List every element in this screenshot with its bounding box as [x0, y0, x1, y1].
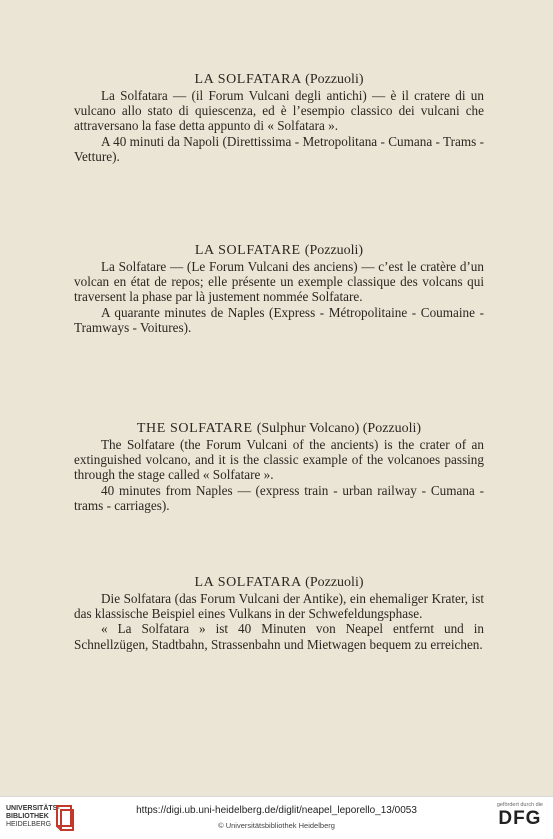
section-paragraph: Die Solfatara (das Forum Vulcani der Antike), ein ehemaliger Krater, ist das klassische Beispiel eines Vulkans in der Schwefeldungsphase. — [74, 591, 484, 622]
section-paragraph: A 40 minuti da Napoli (Direttissima - Metropolitana - Cumana - Trams - Vetture). — [74, 133, 484, 164]
section-paragraph: La Solfatare — (Le Forum Vulcani des anciens) — c’est le cratère d’un volcan en état de repos; elle présente un exemple classique des volcans qui traversent la phase par là justement nommée Solfatare. — [74, 259, 484, 305]
copyright-notice: © Universitätsbibliothek Heidelberg — [218, 821, 335, 830]
section-french — [74, 243, 484, 335]
library-name: UNIVERSITÄTS- BIBLIOTHEK HEIDELBERG — [6, 805, 60, 828]
section-heading: LA SOLFATARA (Pozzuoli) — [194, 575, 364, 590]
section-heading: LA SOLFATARA (Pozzuoli) — [194, 72, 364, 87]
section-paragraph: A quarante minutes de Naples (Express - Métropolitaine - Coumaine - Tramways - Voitures). — [74, 304, 484, 335]
section-paragraph: The Solfatare (the Forum Vulcani of the ancients) is the crater of an extinguished volcano, and it is the classic example of the volcanoes passing through the stage called « Solfatare ». — [74, 437, 484, 483]
section-english — [74, 421, 484, 513]
section-paragraph: La Solfatara — (il Forum Vulcani degli antichi) — è il cratere di un vulcano allo stato di quiescenza, ed è l’esempio classico dei vulcani che attraversano la fase detta appunto di « Solfatara ». — [74, 88, 484, 134]
section-paragraph: 40 minutes from Naples — (express train - urban railway - Cumana - trams - carriages). — [74, 482, 484, 513]
section-heading: LA SOLFATARE (Pozzuoli) — [194, 243, 364, 258]
section-german — [74, 575, 484, 652]
section-heading: THE SOLFATARE (Sulphur Volcano) (Pozzuoli) — [136, 421, 422, 436]
section-paragraph: « La Solfatara » ist 40 Minuten von Neapel entfernt und in Schnellzügen, Stadtbahn, Strassenbahn und Mietwagen bequem zu erreichen. — [74, 621, 484, 652]
page-url-link[interactable]: https://digi.ub.uni-heidelberg.de/diglit/neapel_leporello_13/0053 — [136, 805, 417, 816]
dfg-logo: gefördert durch die DFG — [496, 802, 543, 829]
viewer-footer — [0, 796, 553, 839]
section-italian — [74, 72, 484, 164]
